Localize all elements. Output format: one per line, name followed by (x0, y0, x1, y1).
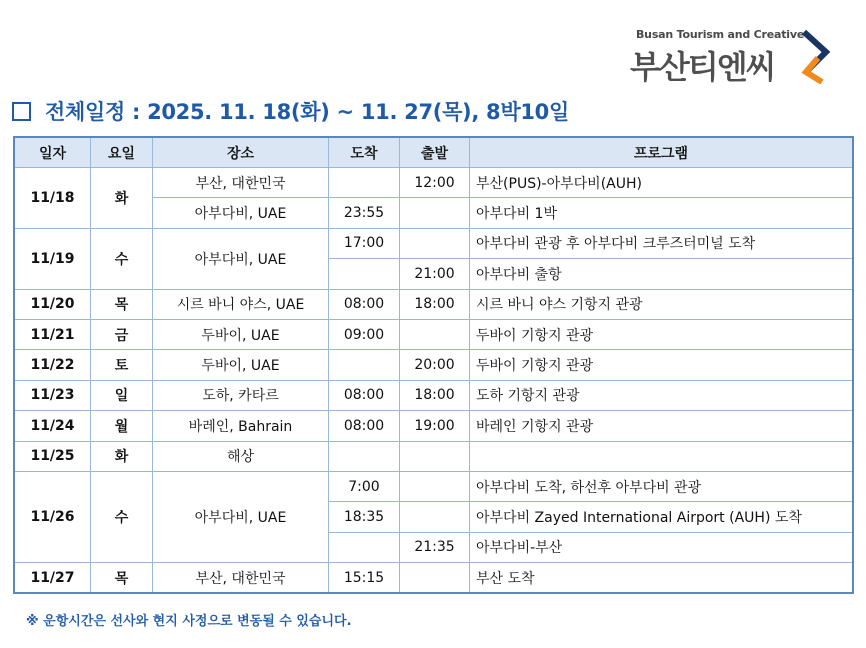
header-program: 프로그램 (470, 138, 853, 168)
cell-day: 일 (91, 380, 153, 410)
cell-depart: 19:00 (400, 411, 470, 441)
cell-arrive: 7:00 (329, 471, 400, 501)
page-title (12, 96, 569, 126)
table-row (15, 319, 853, 349)
cell-depart: 21:35 (400, 532, 470, 562)
cell-arrive (329, 441, 400, 471)
table-row (15, 228, 853, 258)
cell-place: 아부다비, UAE (153, 198, 329, 228)
cell-depart (400, 502, 470, 532)
cell-day: 수 (91, 471, 153, 562)
cell-place: 시르 바니 야스, UAE (153, 289, 329, 319)
cell-day: 토 (91, 350, 153, 380)
cell-date: 11/23 (15, 380, 91, 410)
cell-place: 아부다비, UAE (153, 228, 329, 289)
cell-depart (400, 441, 470, 471)
cell-day: 화 (91, 168, 153, 229)
cell-arrive: 17:00 (329, 228, 400, 258)
cell-depart: 18:00 (400, 289, 470, 319)
cell-day: 금 (91, 319, 153, 349)
cell-arrive (329, 532, 400, 562)
cell-place: 두바이, UAE (153, 319, 329, 349)
cell-program: 두바이 기항지 관광 (470, 350, 853, 380)
cell-program: 아부다비 관광 후 아부다비 크루즈터미널 도착 (470, 228, 853, 258)
cell-depart: 20:00 (400, 350, 470, 380)
cell-arrive (329, 350, 400, 380)
cell-program: 시르 바니 야스 기항지 관광 (470, 289, 853, 319)
cell-arrive (329, 259, 400, 289)
cell-arrive: 08:00 (329, 411, 400, 441)
company-logo (630, 22, 840, 84)
table-row (15, 380, 853, 410)
cell-program: 부산 도착 (470, 563, 853, 593)
cell-day: 화 (91, 441, 153, 471)
schedule-table (14, 137, 853, 593)
header-day: 요일 (91, 138, 153, 168)
table-row (15, 168, 853, 198)
cell-arrive: 08:00 (329, 289, 400, 319)
cell-program: 아부다비 Zayed International Airport (AUH) 도착 (470, 502, 853, 532)
cell-depart (400, 198, 470, 228)
cell-arrive: 09:00 (329, 319, 400, 349)
cell-place: 두바이, UAE (153, 350, 329, 380)
cell-arrive: 08:00 (329, 380, 400, 410)
logo-wordmark: 부산티엔씨 (630, 48, 775, 86)
cell-date: 11/26 (15, 471, 91, 562)
cell-depart: 12:00 (400, 168, 470, 198)
cell-arrive: 23:55 (329, 198, 400, 228)
cell-date: 11/27 (15, 563, 91, 593)
header-date: 일자 (15, 138, 91, 168)
cell-date: 11/24 (15, 411, 91, 441)
cell-program: 아부다비 1박 (470, 198, 853, 228)
cell-program (470, 441, 853, 471)
cell-depart (400, 319, 470, 349)
table-header-row (15, 138, 853, 168)
cell-day: 월 (91, 411, 153, 441)
cell-depart (400, 471, 470, 501)
cell-day: 목 (91, 289, 153, 319)
cell-place: 아부다비, UAE (153, 471, 329, 562)
cell-arrive: 18:35 (329, 502, 400, 532)
cell-day: 수 (91, 228, 153, 289)
cell-depart: 21:00 (400, 259, 470, 289)
logo-subtitle: Busan Tourism and Creative (636, 28, 805, 41)
cell-place: 바레인, Bahrain (153, 411, 329, 441)
cell-depart (400, 228, 470, 258)
cell-place: 부산, 대한민국 (153, 168, 329, 198)
cell-program: 바레인 기항지 관광 (470, 411, 853, 441)
page-title-text: 전체일정 : 2025. 11. 18(화) ~ 11. 27(목), 8박10일 (45, 100, 569, 124)
cell-program: 부산(PUS)-아부다비(AUH) (470, 168, 853, 198)
cell-program: 아부다비 출항 (470, 259, 853, 289)
cell-date: 11/25 (15, 441, 91, 471)
cell-date: 11/20 (15, 289, 91, 319)
table-row (15, 350, 853, 380)
cell-program: 아부다비-부산 (470, 532, 853, 562)
cell-date: 11/22 (15, 350, 91, 380)
cell-place: 도하, 카타르 (153, 380, 329, 410)
header-place: 장소 (153, 138, 329, 168)
cell-arrive (329, 168, 400, 198)
cell-date: 11/19 (15, 228, 91, 289)
checkbox-square-icon (12, 102, 31, 121)
table-row (15, 289, 853, 319)
cell-depart (400, 563, 470, 593)
cell-program: 도하 기항지 관광 (470, 380, 853, 410)
header-arrive: 도착 (329, 138, 400, 168)
table-row (15, 411, 853, 441)
table-row (15, 563, 853, 593)
cell-place: 부산, 대한민국 (153, 563, 329, 593)
header-depart: 출발 (400, 138, 470, 168)
footnote: ※ 운항시간은 선사와 현지 사정으로 변동될 수 있습니다. (26, 614, 352, 629)
cell-depart: 18:00 (400, 380, 470, 410)
cell-arrive: 15:15 (329, 563, 400, 593)
cell-date: 11/21 (15, 319, 91, 349)
cell-date: 11/18 (15, 168, 91, 229)
table-row (15, 441, 853, 471)
table-row (15, 471, 853, 501)
cell-program: 두바이 기항지 관광 (470, 319, 853, 349)
logo-chevron-icon (798, 28, 832, 84)
cell-day: 목 (91, 563, 153, 593)
cell-program: 아부다비 도착, 하선후 아부다비 관광 (470, 471, 853, 501)
cell-place: 해상 (153, 441, 329, 471)
